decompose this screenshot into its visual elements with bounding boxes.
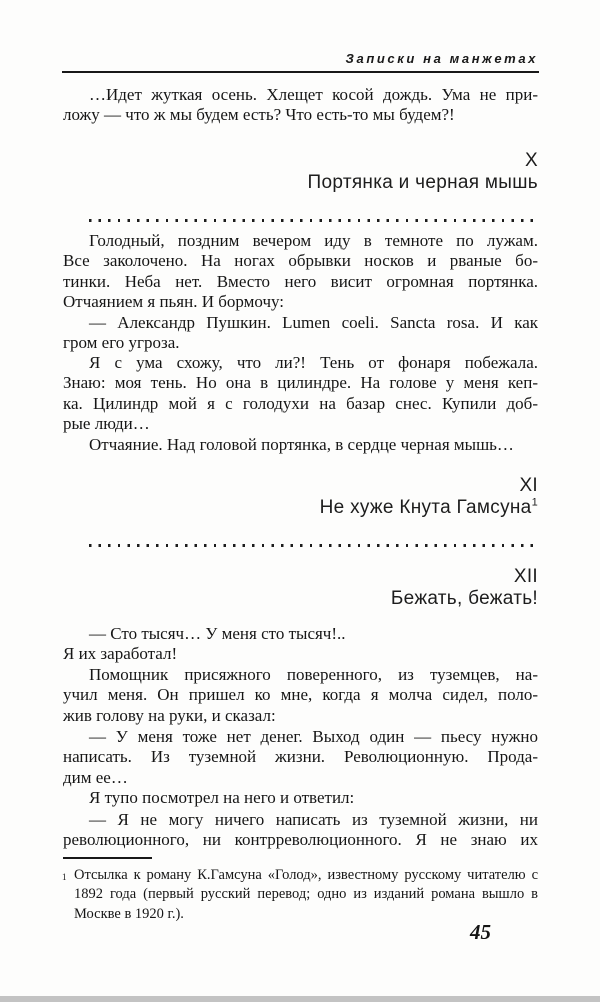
text-line: тинки. Неба нет. Вместо него висит огромная портянка.: [63, 271, 538, 291]
text-line: …Идет жуткая осень. Хлещет косой дождь. Ума не при-: [89, 85, 538, 104]
text-line: учил меня. Он пришел ко мне, когда я молча сидел, поло-: [63, 685, 538, 705]
text-line: — У меня тоже нет денег. Выход один — пьесу нужно: [89, 727, 538, 746]
heading-line: X: [525, 150, 538, 171]
paragraph: [63, 727, 538, 788]
paragraph: [63, 810, 538, 851]
text-line: Я тупо посмотрел на него и ответил:: [89, 788, 355, 807]
heading-line: Не хуже Кнута Гамсуна$^1$: [319, 496, 538, 518]
running-head: Записки на манжетах: [345, 51, 538, 66]
text-line: написать. Из туземной жизни. Революционную. Прода-: [63, 747, 538, 767]
dotted-rule: [89, 219, 537, 222]
text-line: Голодный, поздним вечером иду в темноте по лужам.: [89, 231, 538, 250]
paragraph: [63, 85, 538, 126]
text-line: революционного, ни контрреволюционного. Я не знаю их: [63, 830, 538, 850]
text-line: ка. Цилиндр мой я с голодухи на базар снес. Купили доб-: [63, 393, 538, 413]
heading-line: XI: [519, 475, 538, 496]
heading-line: Бежать, бежать!: [390, 588, 538, 609]
text-line: Отчаяние. Над головой портянка, в сердце черная мышь…: [89, 435, 514, 454]
footnote-rule: [63, 857, 152, 859]
footnote: [62, 866, 538, 924]
footnote-line: 1892 года (первый русский перевод; одно из изданий романа вышло в: [74, 886, 538, 903]
text-line: рые люди…: [63, 414, 150, 434]
footnote-line: Москве в 1920 г.).: [74, 905, 184, 922]
paragraph: [63, 624, 538, 665]
text-line: — Александр Пушкин. Lumen coeli. Sancta rosa. И как: [89, 313, 538, 332]
page-number: 45: [470, 920, 491, 944]
text-line: Помощник присяжного поверенного, из туземцев, на-: [89, 665, 538, 684]
paragraph: [63, 665, 538, 726]
heading-line: XII: [513, 566, 538, 587]
text-line: ложу — что ж мы будем есть? Что есть-то мы будем?!: [63, 105, 455, 125]
paragraph: [63, 435, 538, 455]
dotted-rule: [89, 544, 537, 547]
paragraph: [63, 353, 538, 435]
section-heading: [63, 150, 538, 194]
text-line: гром его угроза.: [63, 333, 180, 353]
heading-line: Портянка и черная мышь: [307, 172, 538, 193]
running-head-rule: [62, 71, 539, 73]
paragraph: [63, 231, 538, 313]
paragraph: [63, 788, 538, 808]
text-line: Знаю: моя тень. Но она в цилиндре. На голове у меня кеп-: [63, 373, 538, 393]
text-line: жив голову на руки, и сказал:: [63, 705, 276, 725]
footnote-reference-mark: 1: [531, 496, 538, 509]
section-heading: [63, 566, 538, 610]
paragraph: [63, 313, 538, 354]
text-line: Отчаянием я пьян. И бормочу:: [63, 292, 284, 312]
text-line: — Сто тысяч… У меня сто тысяч!..: [89, 624, 346, 643]
section-heading: [63, 475, 538, 519]
text-line: Я с ума схожу, что ли?! Тень от фонаря побежала.: [89, 353, 538, 372]
scan-bottom-edge: [0, 996, 600, 1002]
text-line: Я их заработал!: [63, 644, 178, 664]
text-line: дим ее…: [63, 767, 128, 787]
text-line: — Я не могу ничего написать из туземной жизни, ни: [89, 810, 538, 829]
footnote-line: 1 Отсылка к роману К.Гамсуна «Голод», известному русскому читателю с: [74, 866, 538, 885]
footnote-marker: 1: [62, 872, 67, 882]
text-line: Все заколочено. На ногах обрывки носков и рваные бо-: [63, 251, 538, 271]
